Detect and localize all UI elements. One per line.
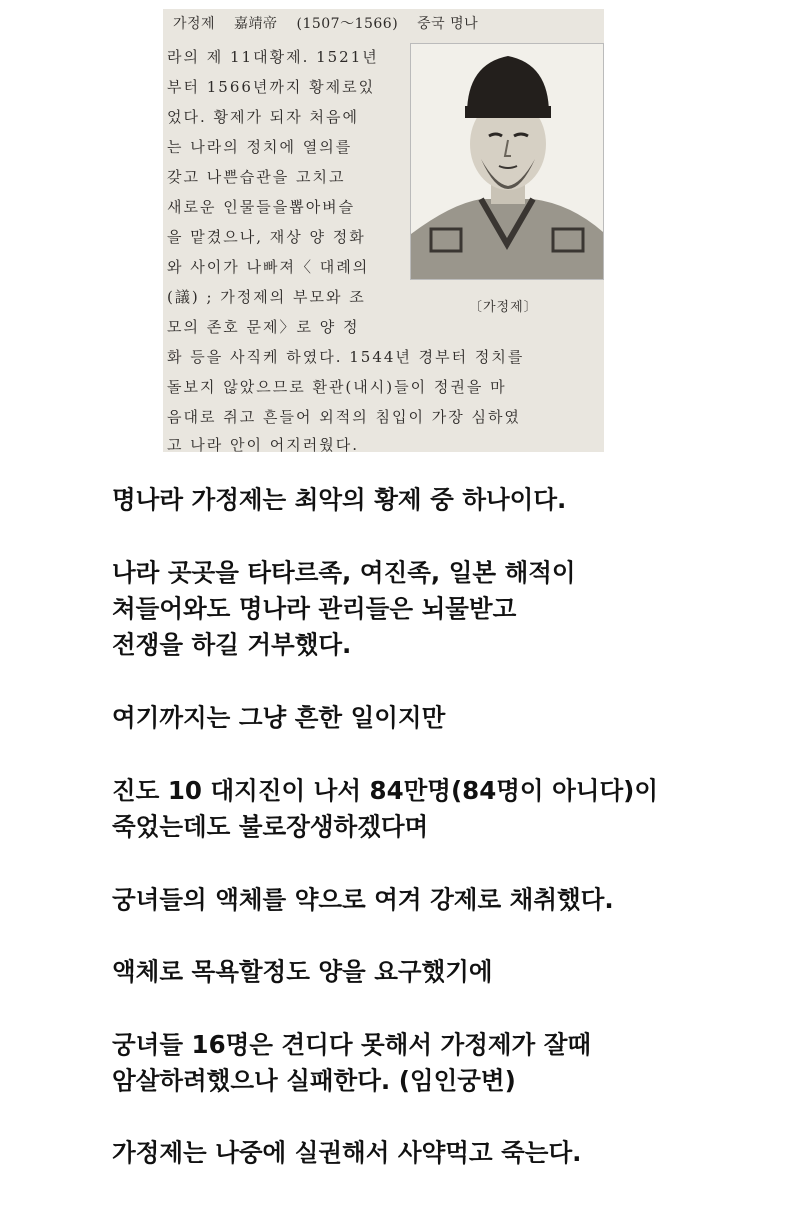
paragraph-1: [112, 482, 566, 518]
scan-line: 새로운 인물들을뽑아벼슬: [167, 198, 356, 216]
paragraph-2: [112, 555, 576, 663]
scan-line: 라의 제 11대황제. 1521년: [167, 48, 379, 66]
text-line: 여기까지는 그냥 흔한 일이지만: [112, 703, 446, 732]
text-line: 암살하려했으나 실패한다. (임인궁변): [112, 1066, 516, 1095]
scan-entry-hanja: 嘉靖帝: [234, 16, 278, 32]
scan-line: 는 나라의 정치에 열의를: [167, 138, 353, 156]
scan-line: 부터 1566년까지 황제로있: [167, 78, 376, 96]
scan-entry-trail: 중국 명나: [417, 16, 479, 32]
scan-line: 었다. 황제가 되자 처음에: [167, 108, 359, 126]
scan-line: 돌보지 않았으므로 환관(내시)들이 정권을 마: [167, 378, 507, 396]
text-line: 명나라 가정제는 최악의 황제 중 하나이다.: [112, 485, 567, 514]
emperor-portrait: [410, 43, 604, 280]
scan-entry-years: (1507～1566): [296, 16, 399, 32]
text-line: 액체로 목욕할정도 양을 요구했기에: [112, 957, 493, 986]
scan-header: [173, 13, 492, 33]
scan-line: 음대로 쥐고 흔들어 외적의 침입이 가장 심하였: [167, 408, 521, 426]
text-line: 나라 곳곳을 타타르족, 여진족, 일본 해적이: [112, 558, 576, 587]
paragraph-6: [112, 954, 493, 990]
paragraph-8: [112, 1135, 581, 1171]
book-excerpt-scan: [163, 9, 604, 452]
text-line: 궁녀들의 액체를 약으로 여겨 강제로 채취했다.: [112, 885, 614, 914]
text-line: 궁녀들 16명은 견디다 못해서 가정제가 잘때: [112, 1030, 592, 1059]
text-line: 가정제는 나중에 실권해서 사약먹고 죽는다.: [112, 1138, 582, 1167]
scan-entry-name: 가정제: [173, 16, 216, 32]
scan-line: 고 나라 안이 어지러웠다.: [167, 436, 359, 452]
scan-line: 와 사이가 나빠져〈 대례의: [167, 258, 370, 276]
text-line: 쳐들어와도 명나라 관리들은 뇌물받고: [112, 594, 517, 623]
paragraph-4: [112, 773, 658, 845]
scan-line: 갖고 나쁜습관을 고치고: [167, 168, 346, 186]
paragraph-7: [112, 1027, 591, 1099]
text-line: 전쟁을 하길 거부했다.: [112, 630, 352, 659]
scan-line: 을 맡겼으나, 재상 양 정화: [167, 228, 366, 246]
paragraph-3: [112, 700, 445, 736]
portrait-caption: 〔가정제〕: [469, 300, 538, 315]
scan-line: 모의 존호 문제〉로 양 정: [167, 318, 360, 336]
paragraph-5: [112, 882, 614, 918]
text-line: 죽었는데도 불로장생하겠다며: [112, 812, 429, 841]
text-line: 진도 10 대지진이 나서 84만명(84명이 아니다)이: [112, 776, 658, 805]
scan-line: (議) ; 가정제의 부모와 조: [167, 288, 366, 306]
scan-line: 화 등을 사직케 하였다. 1544년 경부터 정치를: [167, 348, 525, 366]
